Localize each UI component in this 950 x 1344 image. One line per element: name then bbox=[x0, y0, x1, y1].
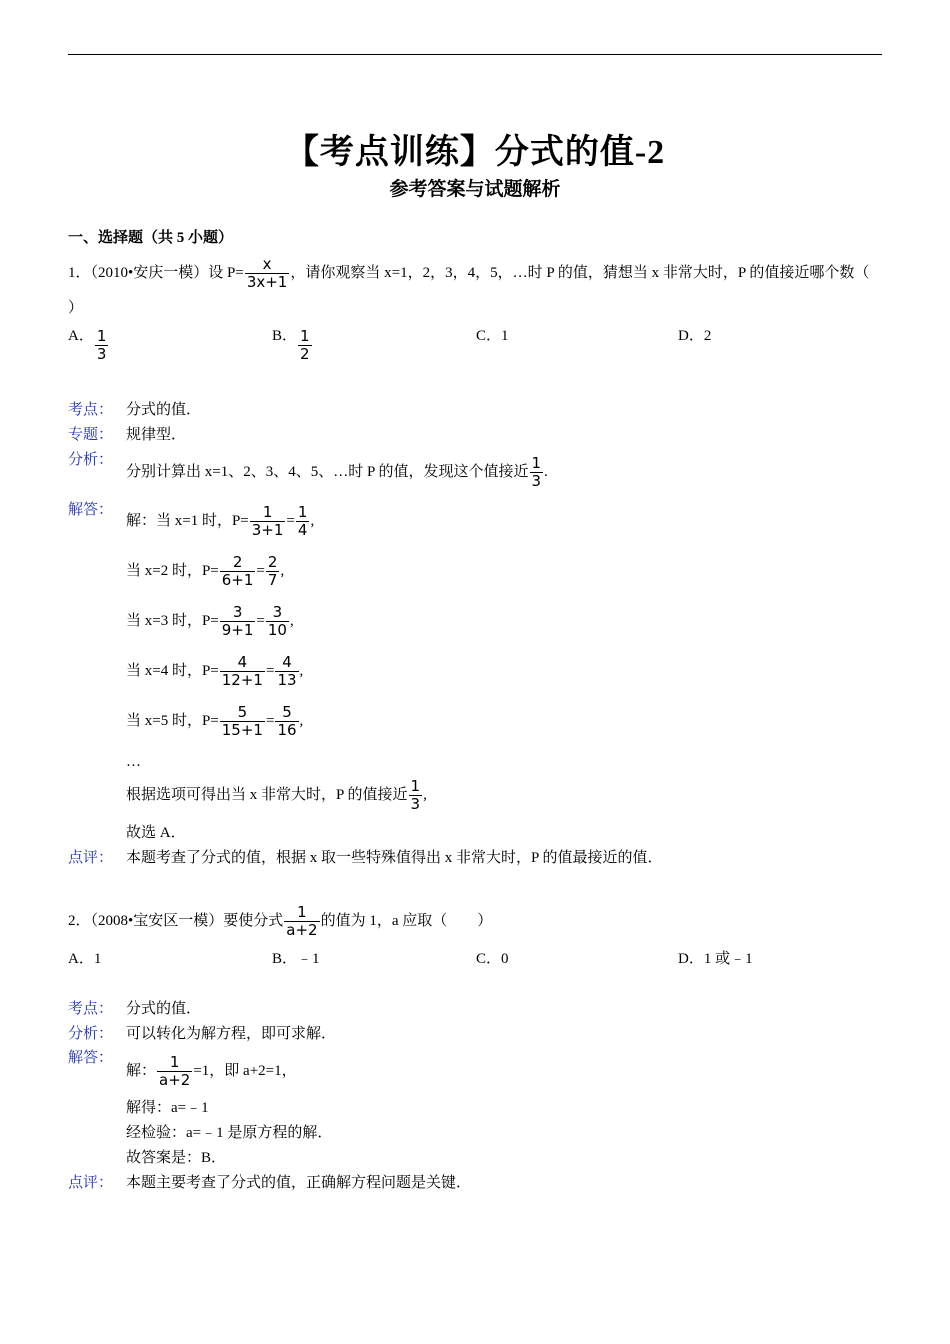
q2-option-a: A．1 bbox=[68, 951, 102, 967]
q2-jieda-label: 解答： bbox=[68, 1050, 114, 1066]
q1-step-3: 当 x=3 时，P= $\frac{3}{9+1}$ = $\frac{3}{10}$ , bbox=[126, 603, 294, 639]
q1-kaodian-label: 考点： bbox=[68, 402, 114, 418]
q1-dianping-label: 点评： bbox=[68, 850, 114, 866]
page-subtitle: 参考答案与试题解析 bbox=[389, 179, 561, 200]
q1-zhuanti-label: 专题： bbox=[68, 427, 114, 443]
q1-conclusion: 根据选项可得出当 x 非常大时，P 的值接近 $\frac{1}{3}$ , bbox=[126, 777, 427, 813]
q2-stem-fraction: $\frac{1}{a+2}$ bbox=[286, 903, 318, 939]
q2-fenxi-label: 分析： bbox=[68, 1026, 114, 1042]
q1-option-c: C．1 bbox=[476, 328, 509, 344]
q1-step-1: 解：当 x=1 时，P= $\frac{1}{3+1}$ = $\frac{1}{4}$ , bbox=[126, 503, 315, 539]
q2-option-d: D．1 或﹣1 bbox=[678, 951, 753, 967]
q1-dianping: 本题考查了分式的值，根据 x 取一些特殊值得出 x 非常大时，P 的值最接近的值． bbox=[126, 850, 663, 866]
page-title: 【考点训练】分式的值-2 bbox=[284, 134, 666, 171]
q1-stem-end: ） bbox=[68, 300, 84, 316]
q2-fenxi: 可以转化为解方程，即可求解． bbox=[126, 1026, 337, 1042]
q1-kaodian: 分式的值． bbox=[126, 402, 202, 418]
q1-option-a-fraction: $\frac{1}{3}$ bbox=[96, 327, 107, 363]
q1-step-5: 当 x=5 时，P= $\frac{5}{15+1}$ = $\frac{5}{16}$ , bbox=[126, 703, 304, 739]
q1-fenxi-fraction: $\frac{1}{3}$ bbox=[531, 454, 542, 490]
q1-ellipsis: … bbox=[126, 754, 141, 770]
q1-option-a: A． $\frac{1}{3}$ bbox=[68, 327, 107, 363]
q1-option-d: D．2 bbox=[678, 328, 712, 344]
q1-stem-fraction: $\frac{x}{3x+1}$ bbox=[246, 255, 288, 291]
q1-step-2: 当 x=2 时，P= $\frac{2}{6+1}$ = $\frac{2}{7}$ , bbox=[126, 553, 285, 589]
q2-step-4: 故答案是：B． bbox=[126, 1150, 227, 1166]
q1-fenxi-label: 分析： bbox=[68, 452, 114, 468]
q2-kaodian: 分式的值． bbox=[126, 1001, 202, 1017]
q1-option-b-fraction: $\frac{1}{2}$ bbox=[300, 327, 310, 363]
q1-stem: 1．（2010•安庆一模）设 P= $\frac{x}{3x+1}$ ，请你观察当 x=1，2，3，4，5，…时 P 的值，猜想当 x 非常大时，P 的值接近哪个数（ bbox=[68, 255, 870, 291]
q1-option-b: B． $\frac{1}{2}$ bbox=[272, 327, 310, 363]
q2-kaodian-label: 考点： bbox=[68, 1001, 114, 1017]
q2-stem: 2．（2008•宝安区一模）要使分式 $\frac{1}{a+2}$ 的值为 1，a 应取（ ） bbox=[68, 903, 493, 939]
q1-fenxi: 分别计算出 x=1、2、3、4、5、…时 P 的值，发现这个值接近 $\frac{1}{3}$ . bbox=[126, 454, 548, 490]
q1-step-4: 当 x=4 时，P= $\frac{4}{12+1}$ = $\frac{4}{13}$ , bbox=[126, 653, 304, 689]
section-heading: 一、选择题（共 5 小题） bbox=[68, 230, 234, 246]
q2-step-3: 经检验：a=﹣1 是原方程的解． bbox=[126, 1125, 333, 1141]
q1-zhuanti: 规律型． bbox=[126, 427, 187, 443]
q2-option-b: B．﹣1 bbox=[272, 951, 320, 967]
q2-option-c: C．0 bbox=[476, 951, 509, 967]
q2-dianping: 本题主要考查了分式的值，正确解方程问题是关键． bbox=[126, 1175, 472, 1191]
q1-answer: 故选 A． bbox=[126, 825, 186, 841]
q2-dianping-label: 点评： bbox=[68, 1175, 114, 1191]
q2-step-2: 解得：a=﹣1 bbox=[126, 1100, 209, 1116]
q1-jieda-label: 解答： bbox=[68, 502, 114, 518]
q2-step-1: 解： $\frac{1}{a+2}$ =1，即 a+2=1， bbox=[126, 1053, 297, 1089]
header-rule bbox=[68, 54, 882, 55]
